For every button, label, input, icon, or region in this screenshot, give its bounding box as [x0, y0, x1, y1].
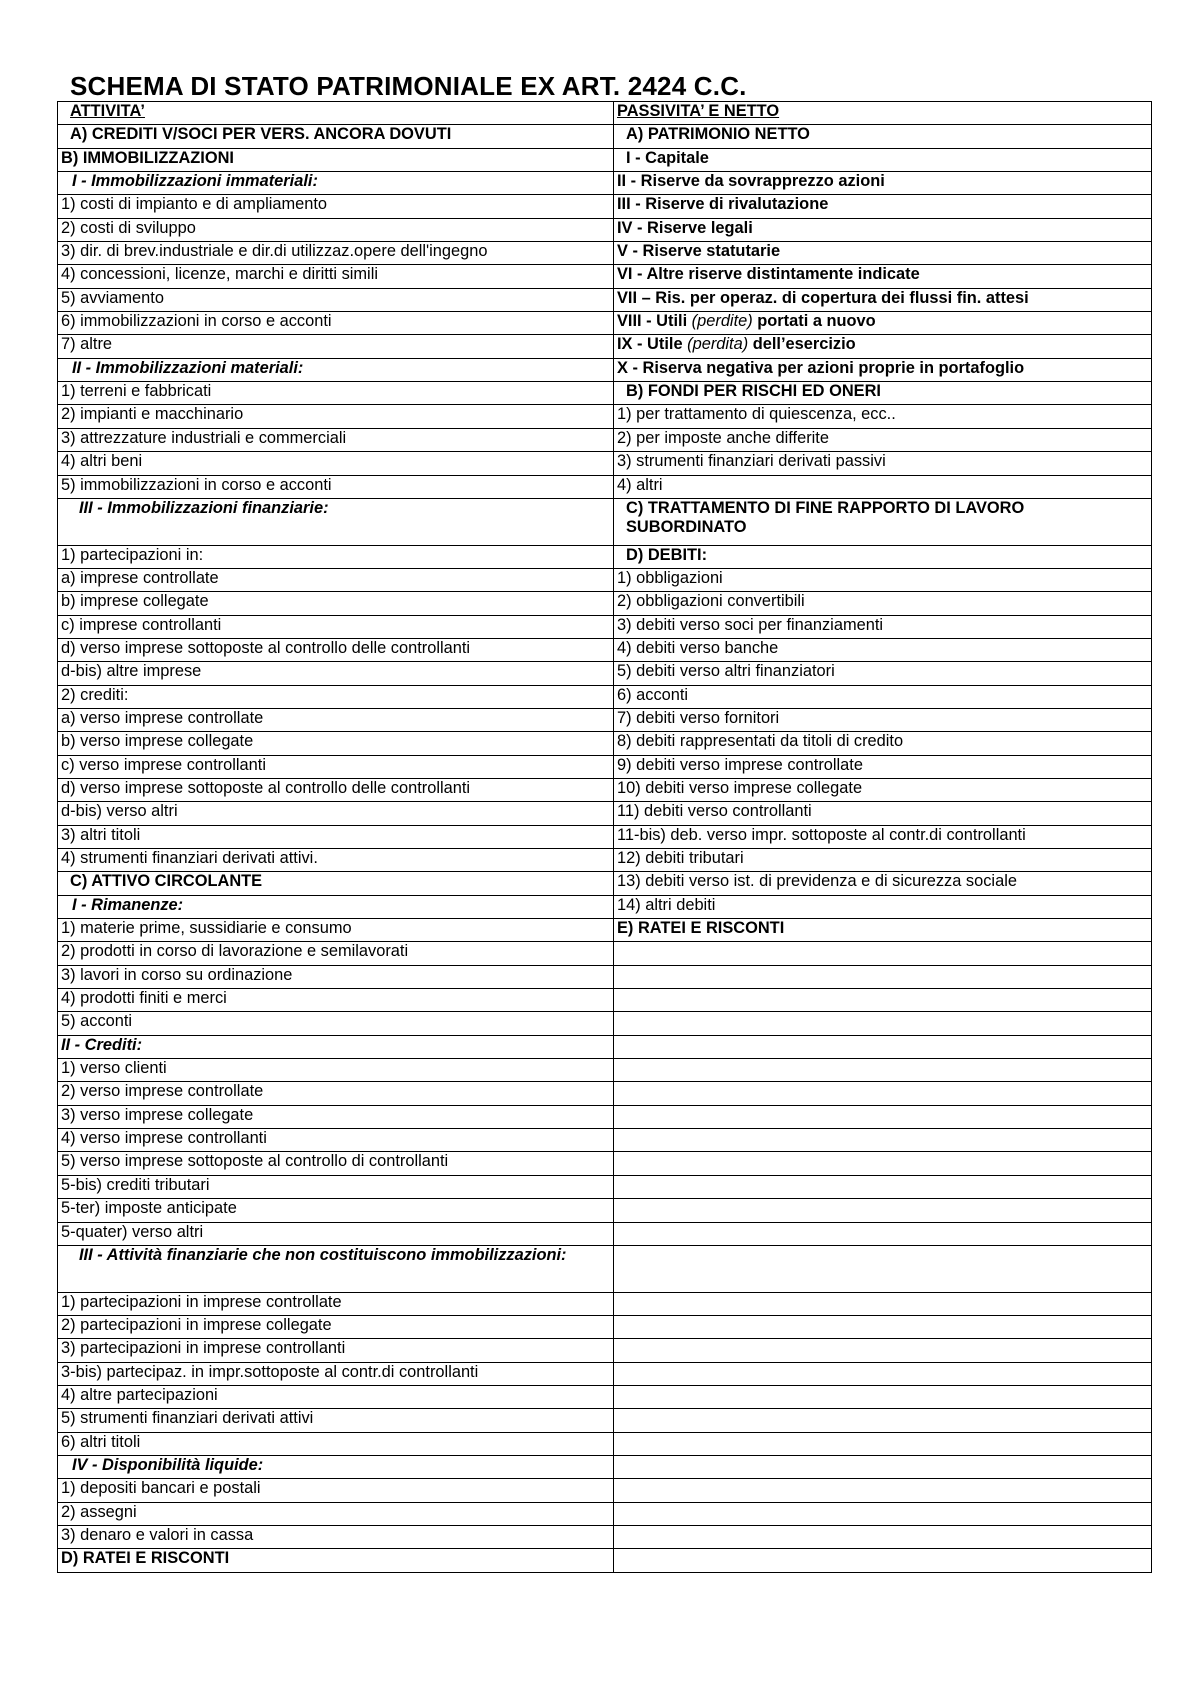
table-row — [58, 545, 1152, 568]
table-row — [58, 218, 1152, 241]
table-row — [58, 148, 1152, 171]
attivita-cell: d-bis) altre imprese — [58, 662, 614, 685]
table-row — [58, 358, 1152, 381]
passivita-cell — [614, 1432, 1152, 1455]
attivita-cell: III - Attività finanziarie che non costituiscono immobilizzazioni: — [58, 1245, 614, 1292]
table-row — [58, 1432, 1152, 1455]
passivita-cell: 2) per imposte anche differite — [614, 428, 1152, 451]
attivita-cell: 3) denaro e valori in cassa — [58, 1525, 614, 1548]
attivita-cell: 5-bis) crediti tributari — [58, 1175, 614, 1198]
table-row — [58, 685, 1152, 708]
column-header-passivita: PASSIVITA’ E NETTO — [614, 102, 1152, 125]
passivita-cell: 3) debiti verso soci per finanziamenti — [614, 615, 1152, 638]
attivita-cell: a) imprese controllate — [58, 568, 614, 591]
table-row — [58, 1199, 1152, 1222]
passivita-cell — [614, 1082, 1152, 1105]
table-row — [58, 872, 1152, 895]
attivita-cell: 1) terreni e fabbricati — [58, 382, 614, 405]
table-row — [58, 802, 1152, 825]
attivita-cell: 5) strumenti finanziari derivati attivi — [58, 1409, 614, 1432]
passivita-cell: 12) debiti tributari — [614, 849, 1152, 872]
table-row — [58, 1409, 1152, 1432]
table-row — [58, 1082, 1152, 1105]
passivita-cell: 4) altri — [614, 475, 1152, 498]
attivita-cell: 4) verso imprese controllanti — [58, 1129, 614, 1152]
attivita-cell: d-bis) verso altri — [58, 802, 614, 825]
attivita-cell: 5-quater) verso altri — [58, 1222, 614, 1245]
table-row — [58, 1035, 1152, 1058]
attivita-cell: 3) attrezzature industriali e commerciali — [58, 428, 614, 451]
passivita-cell — [614, 1199, 1152, 1222]
passivita-cell — [614, 1479, 1152, 1502]
passivita-cell — [614, 1035, 1152, 1058]
passivita-cell: A) PATRIMONIO NETTO — [614, 125, 1152, 148]
attivita-cell: c) imprese controllanti — [58, 615, 614, 638]
attivita-cell: 7) altre — [58, 335, 614, 358]
attivita-cell: b) verso imprese collegate — [58, 732, 614, 755]
attivita-cell: 3-bis) partecipaz. in impr.sottoposte al contr.di controllanti — [58, 1362, 614, 1385]
table-row — [58, 755, 1152, 778]
passivita-cell: 14) altri debiti — [614, 895, 1152, 918]
attivita-cell: 5) avviamento — [58, 288, 614, 311]
table-row — [58, 428, 1152, 451]
passivita-cell: 11-bis) deb. verso impr. sottoposte al contr.di controllanti — [614, 825, 1152, 848]
passivita-cell: IX - Utile (perdita) dell’esercizio — [614, 335, 1152, 358]
attivita-cell: I - Immobilizzazioni immateriali: — [58, 172, 614, 195]
passivita-cell: 4) debiti verso banche — [614, 638, 1152, 661]
attivita-cell: 1) materie prime, sussidiarie e consumo — [58, 919, 614, 942]
table-row — [58, 638, 1152, 661]
attivita-cell: 4) concessioni, licenze, marchi e diritti simili — [58, 265, 614, 288]
attivita-cell: 5-ter) imposte anticipate — [58, 1199, 614, 1222]
table-row — [58, 288, 1152, 311]
passivita-cell — [614, 1385, 1152, 1408]
attivita-cell: 5) verso imprese sottoposte al controllo di controllanti — [58, 1152, 614, 1175]
attivita-cell: 1) partecipazioni in: — [58, 545, 614, 568]
table-row — [58, 1385, 1152, 1408]
passivita-cell: II - Riserve da sovrapprezzo azioni — [614, 172, 1152, 195]
passivita-cell: 5) debiti verso altri finanziatori — [614, 662, 1152, 685]
attivita-cell: II - Crediti: — [58, 1035, 614, 1058]
table-row — [58, 778, 1152, 801]
attivita-cell: 6) immobilizzazioni in corso e acconti — [58, 312, 614, 335]
passivita-cell — [614, 1455, 1152, 1478]
document-title: SCHEMA DI STATO PATRIMONIALE EX ART. 2424 C.C. — [70, 71, 747, 101]
column-header-attivita: ATTIVITA’ — [58, 102, 614, 125]
attivita-cell: 5) immobilizzazioni in corso e acconti — [58, 475, 614, 498]
attivita-cell: 2) partecipazioni in imprese collegate — [58, 1315, 614, 1338]
attivita-cell: C) ATTIVO CIRCOLANTE — [58, 872, 614, 895]
attivita-cell: IV - Disponibilità liquide: — [58, 1455, 614, 1478]
attivita-cell: 3) partecipazioni in imprese controllanti — [58, 1339, 614, 1362]
attivita-cell: d) verso imprese sottoposte al controllo delle controllanti — [58, 778, 614, 801]
passivita-cell: 9) debiti verso imprese controllate — [614, 755, 1152, 778]
table-row — [58, 825, 1152, 848]
passivita-cell — [614, 1549, 1152, 1572]
passivita-cell: III - Riserve di rivalutazione — [614, 195, 1152, 218]
passivita-cell: VI - Altre riserve distintamente indicate — [614, 265, 1152, 288]
attivita-cell: 4) altri beni — [58, 452, 614, 475]
attivita-cell: D) RATEI E RISCONTI — [58, 1549, 614, 1572]
table-row — [58, 405, 1152, 428]
passivita-cell: C) TRATTAMENTO DI FINE RAPPORTO DI LAVORO SUBORDINATO — [614, 498, 1152, 545]
passivita-cell: 8) debiti rappresentati da titoli di credito — [614, 732, 1152, 755]
table-row — [58, 895, 1152, 918]
table-header-row — [58, 102, 1152, 125]
attivita-cell: a) verso imprese controllate — [58, 708, 614, 731]
table-row — [58, 568, 1152, 591]
attivita-cell: B) IMMOBILIZZAZIONI — [58, 148, 614, 171]
balance-sheet-table — [57, 101, 1152, 1573]
table-row — [58, 919, 1152, 942]
table-row — [58, 172, 1152, 195]
passivita-cell: 7) debiti verso fornitori — [614, 708, 1152, 731]
passivita-cell: D) DEBITI: — [614, 545, 1152, 568]
attivita-cell: 2) assegni — [58, 1502, 614, 1525]
attivita-cell: 3) lavori in corso su ordinazione — [58, 965, 614, 988]
passivita-cell — [614, 1409, 1152, 1432]
table-row — [58, 452, 1152, 475]
table-row — [58, 942, 1152, 965]
table-row — [58, 615, 1152, 638]
passivita-cell: B) FONDI PER RISCHI ED ONERI — [614, 382, 1152, 405]
table-row — [58, 732, 1152, 755]
passivita-cell: V - Riserve statutarie — [614, 242, 1152, 265]
table-row — [58, 708, 1152, 731]
table-row — [58, 195, 1152, 218]
passivita-cell: 6) acconti — [614, 685, 1152, 708]
attivita-cell: 4) altre partecipazioni — [58, 1385, 614, 1408]
passivita-cell — [614, 989, 1152, 1012]
table-row — [58, 1175, 1152, 1198]
attivita-cell: 3) dir. di brev.industriale e dir.di utilizzaz.opere dell'ingegno — [58, 242, 614, 265]
table-row — [58, 1362, 1152, 1385]
attivita-cell: d) verso imprese sottoposte al controllo delle controllanti — [58, 638, 614, 661]
passivita-cell: 1) obbligazioni — [614, 568, 1152, 591]
attivita-cell: 4) strumenti finanziari derivati attivi. — [58, 849, 614, 872]
passivita-cell: 1) per trattamento di quiescenza, ecc.. — [614, 405, 1152, 428]
attivita-cell: II - Immobilizzazioni materiali: — [58, 358, 614, 381]
attivita-cell: 4) prodotti finiti e merci — [58, 989, 614, 1012]
table-row — [58, 1502, 1152, 1525]
attivita-cell: 2) verso imprese controllate — [58, 1082, 614, 1105]
attivita-cell: 3) verso imprese collegate — [58, 1105, 614, 1128]
table-row — [58, 1245, 1152, 1292]
attivita-cell: 1) partecipazioni in imprese controllate — [58, 1292, 614, 1315]
table-row — [58, 1059, 1152, 1082]
table-row — [58, 592, 1152, 615]
table-row — [58, 242, 1152, 265]
passivita-cell — [614, 1525, 1152, 1548]
passivita-cell: X - Riserva negativa per azioni proprie in portafoglio — [614, 358, 1152, 381]
table-row — [58, 1105, 1152, 1128]
table-row — [58, 1339, 1152, 1362]
passivita-cell: 3) strumenti finanziari derivati passivi — [614, 452, 1152, 475]
passivita-cell — [614, 1339, 1152, 1362]
passivita-cell — [614, 1315, 1152, 1338]
passivita-cell — [614, 1292, 1152, 1315]
passivita-cell: 2) obbligazioni convertibili — [614, 592, 1152, 615]
passivita-cell: 13) debiti verso ist. di previdenza e di sicurezza sociale — [614, 872, 1152, 895]
table-row — [58, 475, 1152, 498]
passivita-cell — [614, 1152, 1152, 1175]
attivita-cell: I - Rimanenze: — [58, 895, 614, 918]
table-row — [58, 1129, 1152, 1152]
table-row — [58, 965, 1152, 988]
passivita-cell: VIII - Utili (perdite) portati a nuovo — [614, 312, 1152, 335]
attivita-cell: A) CREDITI V/SOCI PER VERS. ANCORA DOVUTI — [58, 125, 614, 148]
passivita-cell — [614, 1175, 1152, 1198]
passivita-cell — [614, 1059, 1152, 1082]
table-row — [58, 1152, 1152, 1175]
table-row — [58, 312, 1152, 335]
passivita-cell — [614, 1362, 1152, 1385]
attivita-cell: 2) impianti e macchinario — [58, 405, 614, 428]
table-row — [58, 849, 1152, 872]
attivita-cell: 6) altri titoli — [58, 1432, 614, 1455]
passivita-cell — [614, 1222, 1152, 1245]
table-row — [58, 989, 1152, 1012]
table-row — [58, 382, 1152, 405]
passivita-cell — [614, 1012, 1152, 1035]
attivita-cell: III - Immobilizzazioni finanziarie: — [58, 498, 614, 545]
attivita-cell: 1) costi di impianto e di ampliamento — [58, 195, 614, 218]
table-row — [58, 335, 1152, 358]
table-row — [58, 1292, 1152, 1315]
attivita-cell: 2) crediti: — [58, 685, 614, 708]
table-row — [58, 1525, 1152, 1548]
passivita-cell: 11) debiti verso controllanti — [614, 802, 1152, 825]
table-row — [58, 1455, 1152, 1478]
table-row — [58, 265, 1152, 288]
attivita-cell: b) imprese collegate — [58, 592, 614, 615]
passivita-cell: E) RATEI E RISCONTI — [614, 919, 1152, 942]
passivita-cell — [614, 1502, 1152, 1525]
table-row — [58, 662, 1152, 685]
passivita-cell: VII – Ris. per operaz. di copertura dei flussi fin. attesi — [614, 288, 1152, 311]
passivita-cell: I - Capitale — [614, 148, 1152, 171]
table-row — [58, 1012, 1152, 1035]
passivita-cell — [614, 1105, 1152, 1128]
passivita-cell: IV - Riserve legali — [614, 218, 1152, 241]
table-row — [58, 1479, 1152, 1502]
attivita-cell: c) verso imprese controllanti — [58, 755, 614, 778]
passivita-cell — [614, 1129, 1152, 1152]
attivita-cell: 3) altri titoli — [58, 825, 614, 848]
attivita-cell: 2) costi di sviluppo — [58, 218, 614, 241]
passivita-cell: 10) debiti verso imprese collegate — [614, 778, 1152, 801]
table-row — [58, 1315, 1152, 1338]
passivita-cell — [614, 1245, 1152, 1292]
passivita-cell — [614, 965, 1152, 988]
attivita-cell: 5) acconti — [58, 1012, 614, 1035]
table-row — [58, 125, 1152, 148]
passivita-cell — [614, 942, 1152, 965]
table-row — [58, 1222, 1152, 1245]
table-row — [58, 498, 1152, 545]
attivita-cell: 2) prodotti in corso di lavorazione e semilavorati — [58, 942, 614, 965]
attivita-cell: 1) verso clienti — [58, 1059, 614, 1082]
attivita-cell: 1) depositi bancari e postali — [58, 1479, 614, 1502]
table-row — [58, 1549, 1152, 1572]
